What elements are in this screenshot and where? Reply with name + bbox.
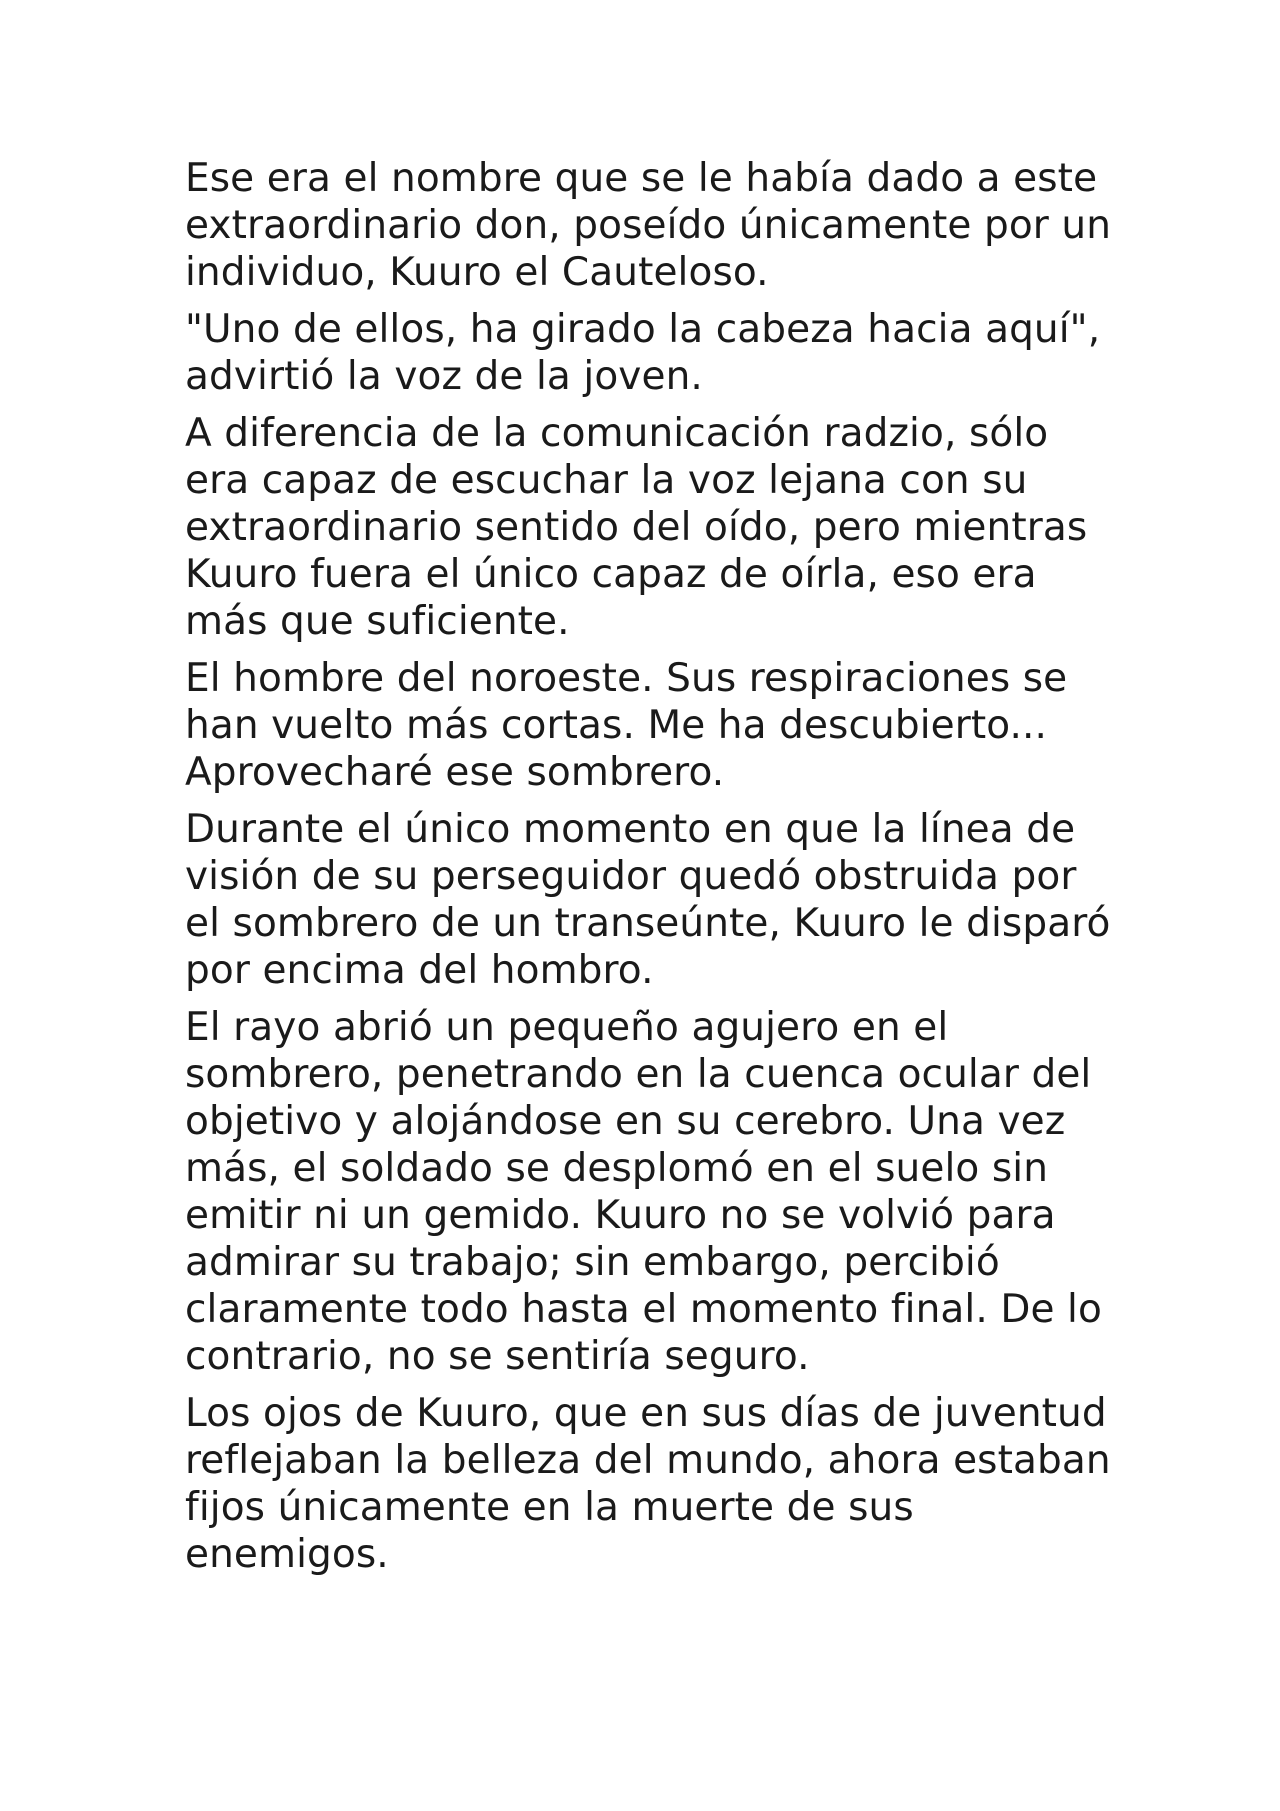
paragraph: El hombre del noroeste. Sus respiraciones se han vuelto más cortas. Me ha descubierto... Aprovecharé ese sombrero. xyxy=(185,656,1068,795)
paragraph: "Uno de ellos, ha girado la cabeza hacia aquí", advirtió la voz de la joven. xyxy=(185,307,1101,399)
text-body xyxy=(185,155,1115,1588)
paragraph: Durante el único momento en que la línea de visión de su perseguidor quedó obstruida por el sombrero de un transeúnte, Kuuro le disparó por encima del hombro. xyxy=(185,807,1111,993)
paragraph: Los ojos de Kuuro, que en sus días de juventud reflejaban la belleza del mundo, ahora estaban fijos únicamente en la muerte de sus enemigos. xyxy=(185,1391,1111,1577)
paragraph: El rayo abrió un pequeño agujero en el sombrero, penetrando en la cuenca ocular del objetivo y alojándose en su cerebro. Una vez más, el soldado se desplomó en el suelo sin emitir ni un gemido. Kuuro no se volvió para admirar su trabajo; sin embargo, percibió claramente todo hasta el momento final. De lo contrario, no se sentiría seguro. xyxy=(185,1005,1102,1379)
paragraph: A diferencia de la comunicación radzio, sólo era capaz de escuchar la voz lejana con su extraordinario sentido del oído, pero mientras Kuuro fuera el único capaz de oírla, eso era más que suficiente. xyxy=(185,411,1088,644)
paragraph: Ese era el nombre que se le había dado a este extraordinario don, poseído únicamente por un individuo, Kuuro el Cauteloso. xyxy=(185,156,1112,295)
